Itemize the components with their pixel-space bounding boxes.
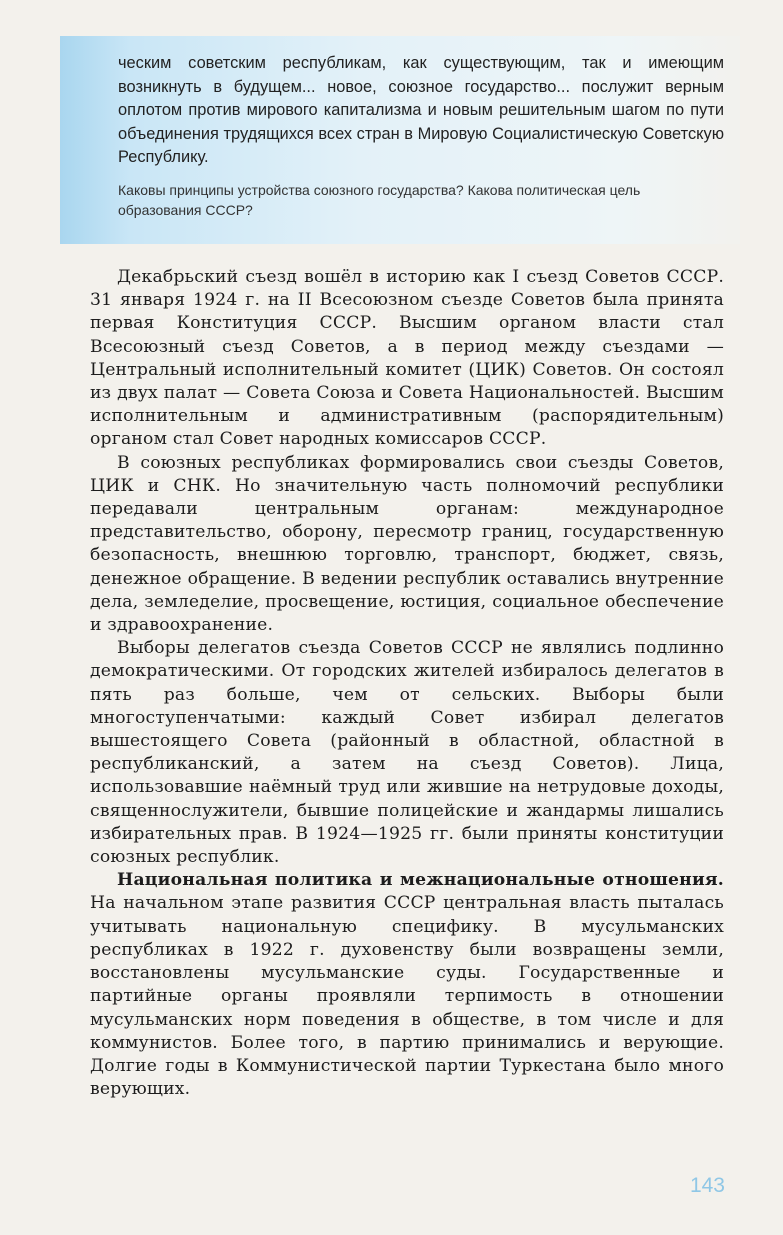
main-text (90, 266, 724, 1101)
page-number: 143 (689, 1174, 725, 1197)
section-heading: Национальная политика и межнациональные отношения. (117, 870, 724, 891)
quote-text: ческим советским республикам, как существующим, так и имеющим возникнуть в будущем... новое, союзное государство... послужит верным оплотом против мирового капитализма и новым решительным шагом по пути объединения трудящихся всех стран в Мировую Социалистическую Советскую Республику. (118, 54, 724, 167)
paragraph-4 (90, 869, 724, 1101)
question-text: Каковы принципы устройства союзного государства? Какова политическая цель образования СССР? (118, 182, 641, 218)
paragraph-1: Декабрьский съезд вошёл в историю как I съезд Советов СССР. 31 января 1924 г. на II Всесоюзном съезде Советов была принята первая Конституция СССР. Высшим органом власти стал Всесоюзный съезд Советов, а в период между съездами — Центральный исполнительный комитет (ЦИК) Советов. Он состоял из двух палат — Совета Союза и Совета Национальностей. Высшим исполнительным и административным (распорядительным) органом стал Совет народных комиссаров СССР. (90, 267, 724, 450)
paragraph-3: Выборы делегатов съезда Советов СССР не являлись подлинно демократическими. От городских жителей избиралось делегатов в пять раз больше, чем от сельских. Выборы были многоступенчатыми: каждый Совет избирал делегатов вышестоящего Совета (районный в областной, областной в республиканский, а затем на съезд Советов). Лица, использовавшие наёмный труд или жившие на нетрудовые доходы, священнослужители, бывшие полицейские и жандармы лишались избирательных прав. В 1924—1925 гг. были приняты конституции союзных республик. (90, 638, 724, 868)
paragraph-4-text: На начальном этапе развития СССР центральная власть пыталась учитывать национальную специфику. В мусульманских республиках в 1922 г. духовенству были возвращены земли, восстановлены мусульманские суды. Государственные и партийные органы проявляли терпимость в отношении мусульманских норм поведения в обществе, в том числе и для коммунистов. Более того, в партию принимались и верующие. Долгие годы в Коммунистической партии Туркестана было много верующих. (90, 893, 724, 1100)
paragraph-2: В союзных республиках формировались свои съезды Советов, ЦИК и СНК. Но значительную часть полномочий республики передавали центральным органам: международное представительство, оборону, пересмотр границ, государственную безопасность, внешнюю торговлю, транспорт, бюджет, связь, денежное обращение. В ведении республик оставались внутренние дела, земледелие, просвещение, юстиция, социальное обеспечение и здравоохранение. (90, 452, 724, 636)
